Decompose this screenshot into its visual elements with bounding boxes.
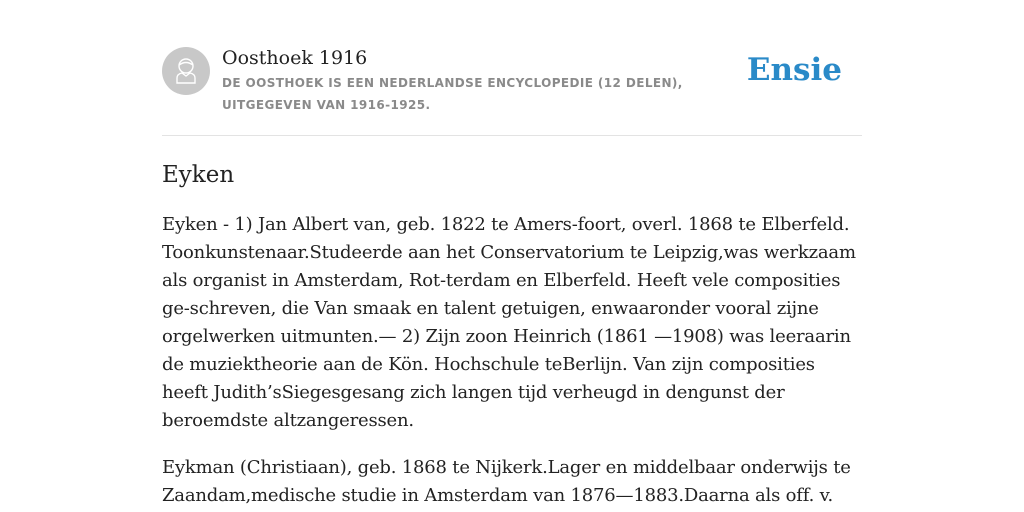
source-title[interactable]: Oosthoek 1916 bbox=[222, 47, 368, 69]
header-divider bbox=[162, 135, 862, 136]
source-description: DE OOSTHOEK IS EEN NEDERLANDSE ENCYCLOPEDIE (12 DELEN), UITGEGEVEN VAN 1916-1925. bbox=[222, 76, 683, 112]
article-title: Eyken bbox=[162, 162, 235, 188]
article-paragraph: Eyken - 1) Jan Albert van, geb. 1822 te Amers-foort, overl. 1868 te Elberfeld. Toonkunstenaar.Studeerde aan het Conservatorium te Leipzig,was werkzaam als organist in Amsterdam, Rot-terdam en Elberfeld. Heeft vele composities ge-schreven, die Van smaak en talent getuigen, enwaaronder vooral zijne orgelwerken uitmunten.— 2) Zijn zoon Heinrich (1861 —1908) was leeraarin de muziektheorie aan de Kön. Hochschule teBerlijn. Van zijn composities heeft Judith’sSiegesgesang zich langen tijd verheugd in dengunst der beroemdste altzangeressen. bbox=[162, 214, 856, 431]
source-header bbox=[162, 46, 862, 136]
user-icon bbox=[162, 47, 210, 95]
article bbox=[162, 158, 862, 512]
ensie-logo-link[interactable]: Ensie bbox=[746, 52, 842, 88]
avatar[interactable] bbox=[162, 47, 210, 95]
article-paragraph: Eykman (Christiaan), geb. 1868 te Nijkerk.Lager en middelbaar onderwijs te Zaandam,medische studie in Amsterdam van 1876—1883.Daarna als off. v. bbox=[162, 457, 851, 506]
